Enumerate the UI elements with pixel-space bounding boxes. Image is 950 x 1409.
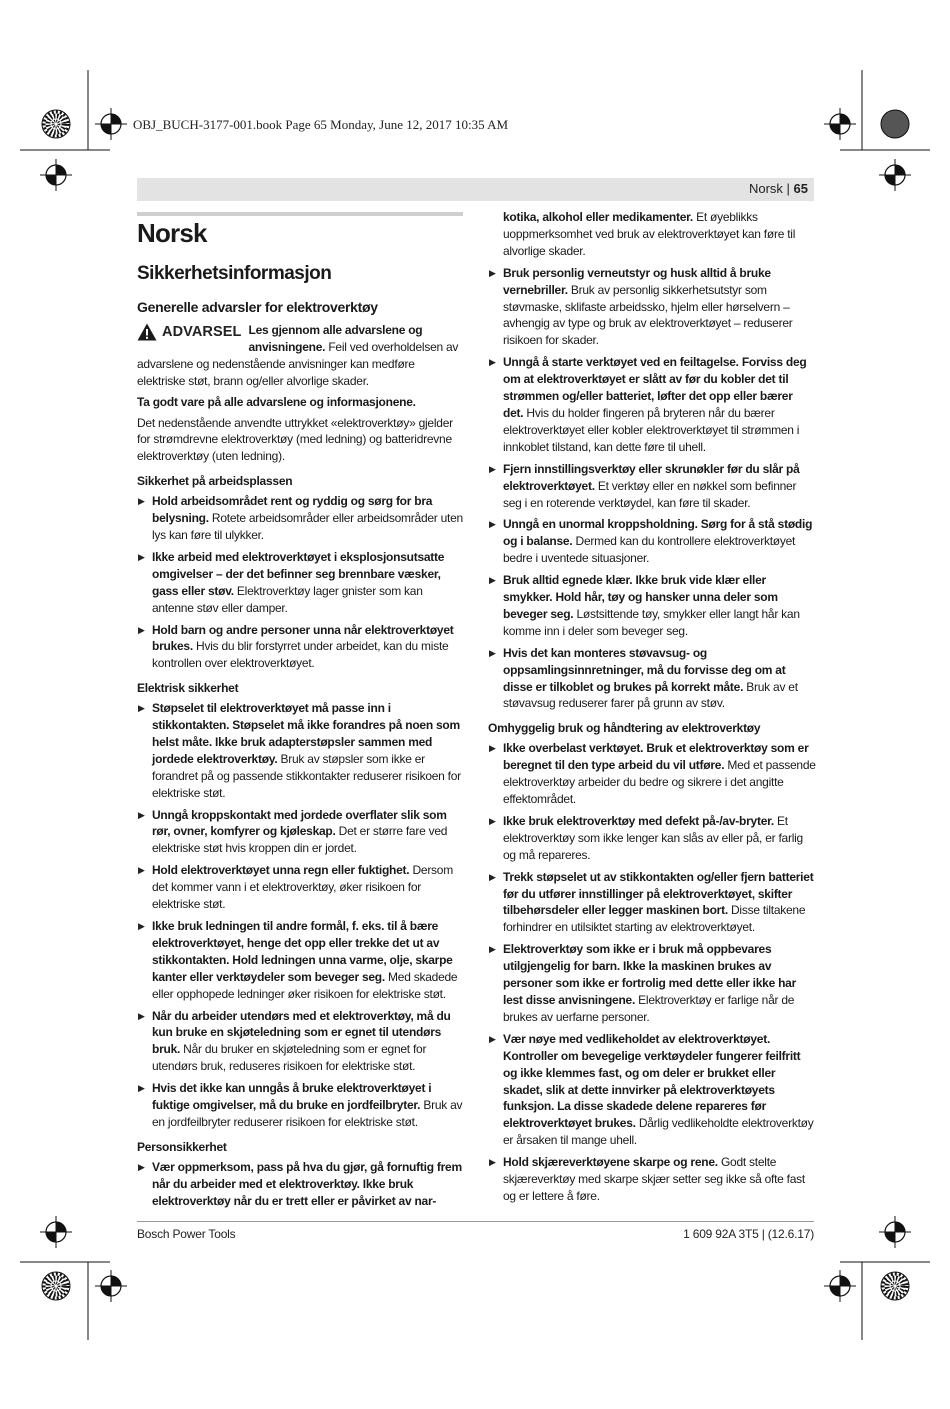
item-bold: kotika, alkohol eller medikamenter. [503,210,693,224]
warning-badge [137,323,241,341]
item-text: Dårlig vedlikeholdte elektroverktøy er årsaken til mange uhell. [503,1116,814,1148]
electrical-safety-list [137,700,465,1131]
intro-paragraph: Det nedenstående anvendte uttrykket «elektroverktøy» gjelder for strømdrevne elektroverktøy (med ledning) og batteridrevne elektroverktøy (uten ledning). [137,415,453,464]
list-item [488,1154,816,1205]
footer-doc-number: 1 609 92A 3T5 | (12.6.17) [683,1227,814,1241]
list-item [488,813,816,864]
item-bold: Ikke bruk ledningen til andre formål, f. eks. til å bære elektroverktøyet, henge det opp eller trekke det ut av stikkontakten. Hold ledningen unna varme, olje, skarpe kanter eller verktøydeler som beveger seg. [152,919,453,984]
item-bold: Hvis det kan monteres støvavsug- og oppsamlingsinnretninger, må du forvisse deg om at disse er tilkoblet og brukes på korrekt måte. [503,645,786,694]
running-header [137,178,814,201]
item-bold: Ikke bruk elektroverktøy med defekt på-/av-bryter. [503,813,774,828]
item-bold: Vær nøye med vedlikeholdet av elektroverktøyet. Kontroller om bevegelige verktøydeler fungerer feilfritt og ikke klemmes fast, og om deler er brukket eller skadet, slik at dette innvirker på elektroverktøyets funksjon. La disse skadede delene repareres før elektroverktøyet brukes. [503,1031,801,1131]
item-bold: Unngå å starte verktøyet ved en feiltagelse. Forviss deg om at elektroverktøyet er slått av før du kobler det til strømmen og/eller batteriet, løfter det opp eller bærer det. [503,355,807,420]
item-bold: Trekk støpselet ut av stikkontakten og/eller fjern batteriet før du utfører innstillinger på elektroverktøyet, skifter tilbehørsdeler eller legger maskinen bort. [503,869,814,918]
list-item-continuation [488,209,816,260]
item-bold: Fjern innstillingsverktøy eller skrunøkler før du slår på elektroverktøyet. [503,461,800,493]
list-item [137,1080,465,1131]
continued-item [488,209,816,260]
item-text: Hvis du holder fingeren på bryteren når du bærer elektroverktøyet eller kobler elektroverktøyet til strømmen i innkoblet tilstand, kan dette føre til uhell. [503,405,800,454]
item-text: Bruk av en jordfeilbryter reduserer risikoen for elektriske støt. [152,1098,463,1129]
personal-safety-list-continued [488,265,816,713]
right-column [488,209,816,1210]
heading-electrical-safety: Elektrisk sikkerhet [137,681,239,696]
list-item [488,572,816,640]
heading-careful-use: Omhyggelig bruk og håndtering av elektroverktøy [488,721,761,736]
list-item [488,461,816,512]
item-text: Dermed kan du kontrollere elektroverktøyet bedre i uventede situasjoner. [503,534,796,566]
subsection-title: Generelle advarsler for elektroverktøy [137,299,378,315]
item-bold: Ikke overbelast verktøyet. Bruk et elektroverktøy som er beregnet til den type arbeid du vil utføre. [503,741,809,773]
warning-text: Feil ved overholdelsen av advarslene og nedenstående anvisninger kan medføre elektriske støt, brann og/eller alvorlige skader. [137,339,459,388]
list-item [137,493,465,544]
item-bold: Når du arbeider utendørs med et elektroverktøy, må du kun bruke en skjøteledning som er egnet til utendørs bruk. [152,1008,451,1057]
header-section: Norsk [748,181,783,196]
item-text: Dersom det kommer vann i et elektroverktøy, øker risikoen for elektriske støt. [152,863,453,912]
item-text: Et øyeblikks uoppmerksomhet ved bruk av elektroverktøyet kan føre til alvorlige skader. [503,210,796,258]
list-item [137,549,465,617]
item-text: Hvis du blir forstyrret under arbeidet, kan du miste kontrollen over elektroverktøyet. [152,639,449,671]
item-bold: Støpselet til elektroverktøyet må passe inn i stikkontakten. Støpselet må ikke forandres på noen som helst måte. Ikke bruk adapterstøpsler sammen med jordede elektroverktøy. [152,701,460,766]
warning-triangle-icon [137,323,157,341]
list-item [488,354,816,455]
list-item [488,645,816,713]
item-bold: Hold skjæreverktøyene skarpe og rene. [503,1155,718,1170]
header-label: Norsk | 65 [748,181,808,196]
heading-workplace-safety: Sikkerhet på arbeidsplassen [137,474,293,489]
language-title: Norsk [137,218,207,248]
item-bold: Vær oppmerksom, pass på hva du gjør, gå fornuftig frem når du arbeider med et elektroverktøy. Ikke bruk elektroverktøy når du er trett eller er påvirket av nar- [152,1159,462,1208]
list-item [488,265,816,350]
careful-use-list [488,740,816,1205]
list-item [137,622,465,673]
item-text: Et verktøy eller en nøkkel som befinner seg i en roterende verktøydel, kan føre til skader. [503,478,797,510]
file-info-line: OBJ_BUCH-3177-001.book Page 65 Monday, June 12, 2017 10:35 AM [133,117,509,132]
item-bold: Hvis det ikke kan unngås å bruke elektroverktøyet i fuktige omgivelser, må du bruke en jordfeilbryter. [152,1081,432,1113]
item-text: Elektroverktøy er farlige når de brukes av uerfarne personer. [503,992,795,1024]
item-bold: Elektroverktøy som ikke er i bruk må oppbevares utilgjengelig for barn. Ikke la maskinen brukes av personer som ikke er fortrolig med dette eller ikke har lest disse anvisningene. [503,942,797,1007]
item-bold: Hold elektroverktøyet unna regn eller fuktighet. [152,863,410,878]
workplace-safety-list [137,493,465,672]
item-text: Bruk av et støvavsug reduserer farer på grunn av støv. [503,679,798,711]
keep-notice-text: Ta godt vare på alle advarslene og informasjonene. [137,394,416,409]
item-bold: Bruk alltid egnede klær. Ikke bruk vide klær eller smykker. Hold hår, tøy og hansker unna deler som beveger seg. [503,573,778,621]
item-text: Disse tiltakene forhindrer en utilsiktet starting av elektroverktøyet. [503,903,806,935]
item-bold: Hold arbeidsområdet rent og ryddig og sørg for bra belysning. [152,494,433,526]
left-column [137,218,465,1215]
list-item [488,740,816,808]
footer-brand: Bosch Power Tools [137,1227,236,1241]
item-text: Bruk av støpsler som ikke er forandret på og passende stikkontakter reduserer risikoen for elektriske støt. [152,751,461,800]
item-bold: Unngå en unormal kroppsholdning. Sørg for å stå stødig og i balanse. [503,517,813,549]
item-text: Løstsittende tøy, smykker eller langt hår kan komme inn i deler som beveger seg. [503,606,800,638]
item-text: Med skadede eller opphopede ledninger øker risikoen for elektriske støt. [152,969,458,1001]
heading-personal-safety: Personsikkerhet [137,1139,227,1154]
warning-lead: Les gjennom alle advarslene og anvisningene. [248,323,423,354]
item-text: Det er større fare ved elektriske støt hvis kroppen din er jordet. [152,824,448,856]
list-item [137,1159,465,1210]
list-item [137,918,465,1003]
list-item [488,1031,816,1149]
item-text: Godt stelte skjæreverktøy med skarpe skjær setter seg ikke så ofte fast og er lettere å føre. [503,1155,806,1203]
personal-safety-list [137,1159,465,1210]
list-item [488,869,816,937]
page-number: 65 [793,181,808,196]
list-item [488,516,816,567]
keep-notice [137,394,465,411]
item-bold: Hold barn og andre personer unna når elektroverktøyet brukes. [152,622,454,654]
item-text: Elektroverktøy lager gnister som kan antenne støv eller damper. [152,583,423,615]
item-text: Et elektroverktøy som ikke lenger kan slås av eller på, er farlig og må repareres. [503,813,803,862]
list-item [488,941,816,1026]
section-title: Sikkerhetsinformasjon [137,263,332,284]
list-item [137,1008,465,1076]
item-bold: Bruk personlig verneutstyr og husk alltid å bruke vernebriller. [503,265,771,297]
item-bold: Unngå kroppskontakt med jordede overflater slik som rør, ovner, komfyrer og kjøleskap. [152,807,447,839]
item-text: Med et passende elektroverktøy arbeider du bedre og sikrere i det angitte effektområdet. [503,758,816,806]
list-item [137,700,465,801]
item-bold: Ikke arbeid med elektroverktøyet i eksplosjonsutsatte omgivelser – der det befinner seg brennbare væsker, gass eller støv. [152,549,445,598]
footer-rule [137,1221,814,1222]
item-text: Rotete arbeidsområder eller arbeidsområder uten lys kan føre til ulykker. [152,511,463,542]
list-item [137,807,465,858]
list-item [137,862,465,913]
general-warning [137,322,465,390]
item-text: Når du bruker en skjøteledning som er egnet for utendørs bruk, reduseres risikoen for elektriske støt. [152,1042,427,1074]
warning-label: ADVARSEL [162,323,242,340]
item-text: Bruk av personlig sikkerhetsutstyr som støvmaske, sklifaste arbeidssko, hjelm eller hørselvern – avhengig av type og bruk av elektroverktøyet – reduserer risikoen for skader. [503,282,793,348]
column-rule [137,212,463,216]
